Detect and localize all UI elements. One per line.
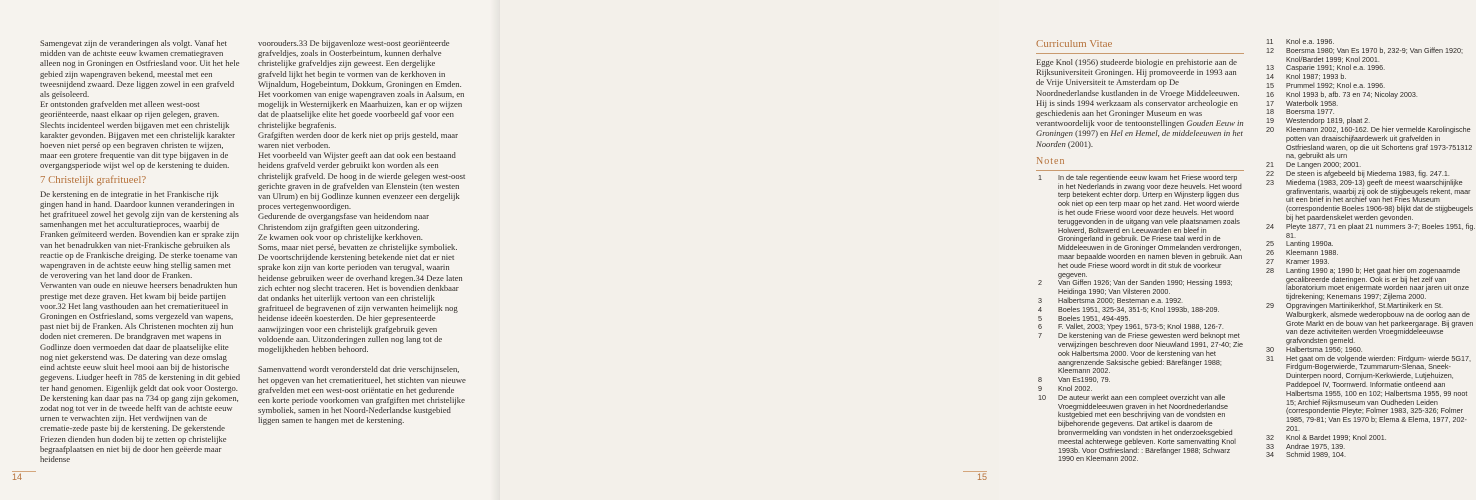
- paragraph: Gedurende de overgangsfase van heidendom naar Christendom zijn grafgiften geen uitzondering.: [258, 211, 429, 232]
- footnote-text: Westendorp 1819, plaat 2.: [1286, 116, 1371, 126]
- footnote-number: 26: [1266, 248, 1274, 258]
- footnote-number: 15: [1266, 80, 1274, 90]
- footnote-text: De kerstening van de Friese gewesten werd beknopt met verwijzingen beschreven door Nieuwland 1991, 27-40; Zie ook Halbertsma 2000. Voor de kerstening van het aangrenzende Saksische gebied: Bärefänger 1988; Kleemann 2002.: [1058, 331, 1243, 376]
- footnote-number: 16: [1266, 89, 1274, 99]
- footnote-text: Knol 1987; 1993 b.: [1286, 72, 1347, 82]
- paragraph-gap: [258, 354, 466, 364]
- footnote-text: Kleemann 2002, 160-162. De hier vermelde Karolingische potten van draaischijfaardewerk uit grafvelden in Ostfriesland waren, op die uit Schortens graf 1973-751312 na, gebruikt als urn: [1286, 124, 1473, 161]
- footnote-text: De auteur werkt aan een compleet overzicht van alle Vroegmiddeleeuwen graven in het Noordnederlandse kustgebied met een beschrijving van de vondsten en bijbehorende gegevens. Dat artikel is daarom de bronvermelding van vondsten in het onderzoeksgebied meestal achterwege gebleven. Korte samenvatting Knol 1993b. Voor Ostfriesland: : Bärefänger 1988; Schwarz 1990 en Kleemann 2002.: [1058, 392, 1236, 464]
- page-number: 15: [976, 472, 987, 482]
- footnote: [1264, 223, 1476, 241]
- footnote-text: Knol & Bardet 1999; Knol 2001.: [1286, 432, 1387, 442]
- footnote-number: 12: [1266, 45, 1274, 55]
- footnote-number: 1: [1038, 172, 1042, 182]
- paragraph: voorouders.33 De bijgavenloze west-oost georiënteerde grafveldjes, zoals in Oosterbeintum, kunnen derhalve christelijke grafveldjes zijn geweest. Een dergelijke grafveld lijkt het begin te vormen van de kerkhoven in Wijnaldum, Hogebeintum, Dokkum, Groningen en Emden. Het voorkomen van enige wapengraven zoals in Aalsum, en mogelijk in Westernijkerk en Maarhuizen, kan er op wijzen dat de plaatselijke elite het goede voorbeeld gaf voor een christelijke begrafenis.: [258, 38, 465, 130]
- paragraph: Verwanten van oude en nieuwe heersers benadrukten hun prestige met deze graven. Het kwam bij beide partijen voor.32 Het lang vasthouden aan het crematieritueel in Groningen en Ostfriesland, soms vergezeld van wapens, past niet bij de Franken. Als Christenen mochten zij hun doden niet cremeren. De brandgraven met wapens in Godlinze doen vermoeden dat daar de plaatselijke elite nog niet gekerstend was. De datering van deze omslag eind achtste eeuw sluit heel mooi aan bij de historische gegevens. Liudger heeft in 785 de kerstening in dit gebied ter hand genomen. Eigenlijk geldt dat ook voor Oostergo. De kerstening kan daar pas na 734 op gang zijn gekomen, zodat nog tot ver in de tweede helft van de achtste eeuw urnen te verwachten zijn. Het verdwijnen van de crematie-zede paste bij de kerstening. De gekerstende Friezen dienden hun doden bij te zetten op christelijke begraafplaatsen en niet bij de door hen geëerde maar heidense: [40, 280, 240, 464]
- notes-title: Noten: [1036, 155, 1066, 167]
- footnote-number: 31: [1266, 353, 1274, 363]
- right-page-column-1: [1036, 38, 1244, 464]
- footnote: [1036, 332, 1244, 376]
- footnote-text: Opgravingen Martinikerkhof, St.Martinikerk en St. Walburgkerk, alsmede wederopbouw na de oorlog aan de Grote Markt en de bouw van het parkeergarage. Bij graven van deze activiteiten werden Vroegmiddeleeuwse grafvondsten gemeld.: [1286, 300, 1474, 346]
- footnote-text: Miedema (1983, 209-13) geeft de meest waarschijnlijke grafinventaris, waarbij zij ook de stijgbeugels rekent, maar uit een brief in het archief van het Fries Museum (correspondentie Boeles 1906-98) blijkt dat de stijgbeugels bij het paardenskelet werden gevonden.: [1286, 177, 1473, 222]
- footnote-text: Van Giffen 1926; Van der Sanden 1990; Hessing 1993; Heidinga 1990; Van Vilsteren 2000.: [1058, 278, 1233, 297]
- page-number: 14: [12, 472, 23, 482]
- footnote-text: Van Es1990, 79.: [1058, 375, 1111, 385]
- footnote-text: Kleemann 1988.: [1286, 248, 1339, 258]
- cv-text: (2001).: [1065, 138, 1093, 149]
- cv-paragraph: [1036, 57, 1244, 149]
- notes-list: [1036, 174, 1244, 464]
- footnote-number: 30: [1266, 344, 1274, 354]
- footnote-text: Het gaat om de volgende wierden: Firdgum- wierde 5G17, Firdgum-Bogerwierde, Tzummarum-Slenaa, Sneek-Duinterpen noord, Cornjum-Kerkwierde, Lutjehuizen, Paddepoel IV, Toornwerd. Informatie ontleend aan Halbertsma 1955, 100 en 102; Halbertsma 1955, 99 noot 15; Archief Rijksmuseum van Oudheden Leiden (correspondentie Pleyte; Folmer 1983, 325-326; Folmer 1985, 79-81; Van Es 1970 b; Elema & Elema, 1977, 202-201.: [1286, 353, 1471, 434]
- footnote-text: De steen is afgebeeld bij Miedema 1983, fig. 247.1.: [1286, 168, 1450, 178]
- footnote-number: 20: [1266, 124, 1274, 134]
- footnote: [1264, 355, 1476, 434]
- footnote-number: 33: [1266, 441, 1274, 451]
- footnote-number: 24: [1266, 221, 1274, 231]
- footnote-text: F. Vallet, 2003; Ypey 1961, 573-5; Knol 1988, 126-7.: [1058, 322, 1224, 332]
- footnote-text: In de tale regentiende eeuw kwam het Friese woord terp in het Nederlands in zwang voor deze heuvels. Het woord terp betekent echter dorp. Urterp en Wijnsterp liggen dus ook niet op een terp maar op het zand. Het woord wierde is het oude Friese woord voor deze heuvels. Het woord teruggevonden in de uitgang van vele plaatsnamen zoals Holwerd, Boltswerd en Leeuwarden en bleef in Groningerland in gebruik. De Friese taal werd in de Middeleeuwen in de Groninger Ommelanden verdrongen, maar bepaalde woorden en namen bleven in gebruik. Aan het oude Friese woord wordt in dit stuk de voorkeur gegeven.: [1058, 172, 1243, 279]
- footnote-number: 19: [1266, 116, 1274, 126]
- paragraph: Soms, maar niet persé, bevatten ze christelijke symboliek. De voortschrijdende kerstening betekende niet dat er niet sprake kon zijn van korte perioden van terugval, waarin heidense gebruiken weer de overhand kregen.34 Deze laten zich echter nog slecht traceren. Het is bovendien denkbaar dat ondanks het uiterlijk vertoon van een christelijk grafritueel de begravenen of zijn verwanten heimelijk nog heidense ideeën koesterden. De hier gepresenteerde aanwijzingen voor een christelijk grafgebruik geven voldoende aan. Uitzonderingen zullen nog lang tot de mogelijkheden hebben behoord.: [258, 242, 463, 355]
- footnote-number: 13: [1266, 63, 1274, 73]
- left-page-column-2: [258, 38, 466, 426]
- footnote: [1264, 267, 1476, 302]
- right-page: [500, 0, 1476, 500]
- footnote-text: Boersma 1980; Van Es 1970 b, 232-9; Van Giffen 1920; Knol/Bardet 1999; Knol 2001.: [1286, 45, 1464, 64]
- footnote-text: Schmid 1989, 104.: [1286, 450, 1346, 460]
- footnote-text: Knol 2002.: [1058, 383, 1093, 393]
- footnote-number: 5: [1038, 313, 1042, 323]
- book-title: Gouden Eeuw in Groningen: [1036, 118, 1244, 139]
- footnote-text: Lanting 1990 a; 1990 b; Het gaat hier om zogenaamde gecalibreerde dateringen. Ook is er bij het zelf van laboratorium moet enigermate worden naar jaren uit onze tijdrekening; Kenemans 1997; Zijlema 2000.: [1286, 265, 1469, 302]
- left-page-column-1: [40, 38, 240, 464]
- footnote-number: 10: [1038, 392, 1046, 402]
- book-title: Hel en Hemel, de middeleeuwen in het Noorden: [1036, 128, 1243, 149]
- footnote: [1036, 394, 1244, 464]
- footnote-number: 9: [1038, 383, 1042, 393]
- cv-text: (1997) en: [1072, 128, 1111, 139]
- footnote-text: Pleyte 1877, 71 en plaat 21 nummers 3-7; Boeles 1951, fig. 81.: [1286, 221, 1476, 240]
- footnote-text: Lanting 1990a.: [1286, 239, 1334, 249]
- footnote-text: Knol e.a. 1996.: [1286, 37, 1335, 46]
- footnote-number: 3: [1038, 295, 1042, 305]
- footnote-text: Prummel 1992; Knol e.a. 1996.: [1286, 80, 1386, 90]
- title-rule: [1036, 170, 1244, 171]
- footnote-number: 11: [1266, 37, 1274, 46]
- footnote-number: 25: [1266, 239, 1274, 249]
- cv-title: Curriculum Vitae: [1036, 38, 1113, 50]
- footnote-text: Andrae 1975, 139.: [1286, 441, 1346, 451]
- footnote-number: 23: [1266, 177, 1274, 187]
- footnote-text: Knol 1993 b, afb. 73 en 74; Nicolay 2003.: [1286, 89, 1418, 99]
- footnote-text: Boeles 1951, 494-495.: [1058, 313, 1131, 323]
- paragraph: Er ontstonden grafvelden met alleen west-oost georiënteerde, naast elkaar op rijen gelegen, graven. Slechts incidenteel werden bijgaven met een christelijk karakter gevonden. Bijgaven met een christelijk karakter hoeven niet persé op een begraven christen te wijzen, maar een grotere frequentie van dit type bijgaven in de overgangsperiode wijst wel op de kerstening te duiden.: [40, 99, 235, 171]
- paragraph: Samenvattend wordt verondersteld dat drie verschijnselen, het opgeven van het crematieritueel, het stichten van nieuwe grafvelden met een west-oost oriëntatie en het gedurende een korte periode voorkomen van grafgiften met christelijke symboliek, samen in het Noord-Nederlandse kustgebied liggen samen te hangen met de kerstening.: [258, 364, 466, 426]
- left-page: [0, 0, 500, 500]
- footnote-number: 27: [1266, 256, 1274, 266]
- footnote-text: Kramer 1993.: [1286, 256, 1330, 266]
- footnote-text: Halbertsma 2000; Besteman e.a. 1992.: [1058, 295, 1184, 305]
- cv-text: Egge Knol (1956) studeerde biologie en prehistorie aan de Rijksuniversiteit Groningen. Hij promoveerde in 1993 aan de Vrije Universiteit te Amsterdam op De Noordnederlandse kustlanden in de Vroege Middeleeuwen. Hij is sinds 1994 werkzaam als conservator archeologie en geschiedenis aan het Groninger Museum en was verantwoordelijk voor de tentoonstellingen: [1036, 57, 1240, 129]
- title-rule: [1036, 53, 1244, 54]
- footnote-number: 34: [1266, 450, 1274, 460]
- footnote: [1264, 126, 1476, 161]
- footnote: [1036, 174, 1244, 280]
- footnote-text: Waterbolk 1958.: [1286, 98, 1339, 108]
- footnote-text: De Langen 2000; 2001.: [1286, 160, 1362, 170]
- footnote: [1264, 47, 1476, 65]
- paragraph: Ze kwamen ook voor op christelijke kerkhoven.: [258, 231, 423, 242]
- paragraph: Samengevat zijn de veranderingen als volgt. Vanaf het midden van de achtste eeuw kwamen crematiegraven alleen nog in Groningen en Ostfriesland voor. Uit het hele gebied zijn wapengraven bekend, meestal met een tweesnijdend zwaard. Deze liggen zowel in een grafveld als geïsoleerd.: [40, 38, 240, 100]
- footnote-number: 2: [1038, 278, 1042, 288]
- footnote-text: Boersma 1977.: [1286, 107, 1335, 117]
- section-heading: 7 Christelijk grafritueel?: [40, 173, 147, 186]
- footnote-number: 4: [1038, 304, 1042, 314]
- notes-list: [1264, 38, 1476, 460]
- footnote-number: 21: [1266, 160, 1274, 170]
- footnote-number: 6: [1038, 322, 1042, 332]
- footnote-number: 17: [1266, 98, 1274, 108]
- footnote: [1036, 279, 1244, 297]
- footnote: [1264, 451, 1476, 460]
- right-page-column-2: [1264, 38, 1476, 460]
- footnote-number: 29: [1266, 300, 1274, 310]
- footnote-text: Boeles 1951, 325-34, 351-5; Knol 1993b, 188-209.: [1058, 304, 1220, 314]
- paragraph: Het voorbeeld van Wijster geeft aan dat ook een bestaand heidens grafveld verder gebruikt kon worden als een christelijk grafveld. De hoog in de wierde gelegen west-oost gerichte graven in de grafvelden van Elenstein (ten westen van Ulrum) en bij Godlinze kunnen evenzeer een dergelijk proces vertegenwoordigen.: [258, 150, 466, 212]
- paragraph: De kerstening en de integratie in het Frankische rijk gingen hand in hand. Daardoor kunnen veranderingen in het grafritueel zowel het gevolg zijn van de kerstening als samenhangen met het acculturatieproces, waarbij de Franken geïmiteerd werden. Bovendien kan er sprake zijn van het benadrukken van niet-Frankische gebruiken als reactie op de Frankische dreiging. De sterke toename van wapengraven in de achtste eeuw hing stellig samen met de verovering van het land door de Franken.: [40, 188, 240, 281]
- footnote: [1264, 179, 1476, 223]
- footnote-number: 32: [1266, 432, 1274, 442]
- footnote: [1264, 302, 1476, 346]
- footnote-number: 28: [1266, 265, 1274, 275]
- footnote-number: 8: [1038, 375, 1042, 385]
- paragraph: Grafgiften werden door de kerk niet op prijs gesteld, maar waren niet verboden.: [258, 129, 458, 151]
- footnote-text: Casparie 1991; Knol e.a. 1996.: [1286, 63, 1386, 73]
- footnote-number: 14: [1266, 72, 1274, 82]
- footnote-number: 7: [1038, 331, 1042, 341]
- footnote-number: 18: [1266, 107, 1274, 117]
- footnote-number: 22: [1266, 168, 1274, 178]
- footnote-text: Halbertsma 1956; 1960.: [1286, 344, 1363, 354]
